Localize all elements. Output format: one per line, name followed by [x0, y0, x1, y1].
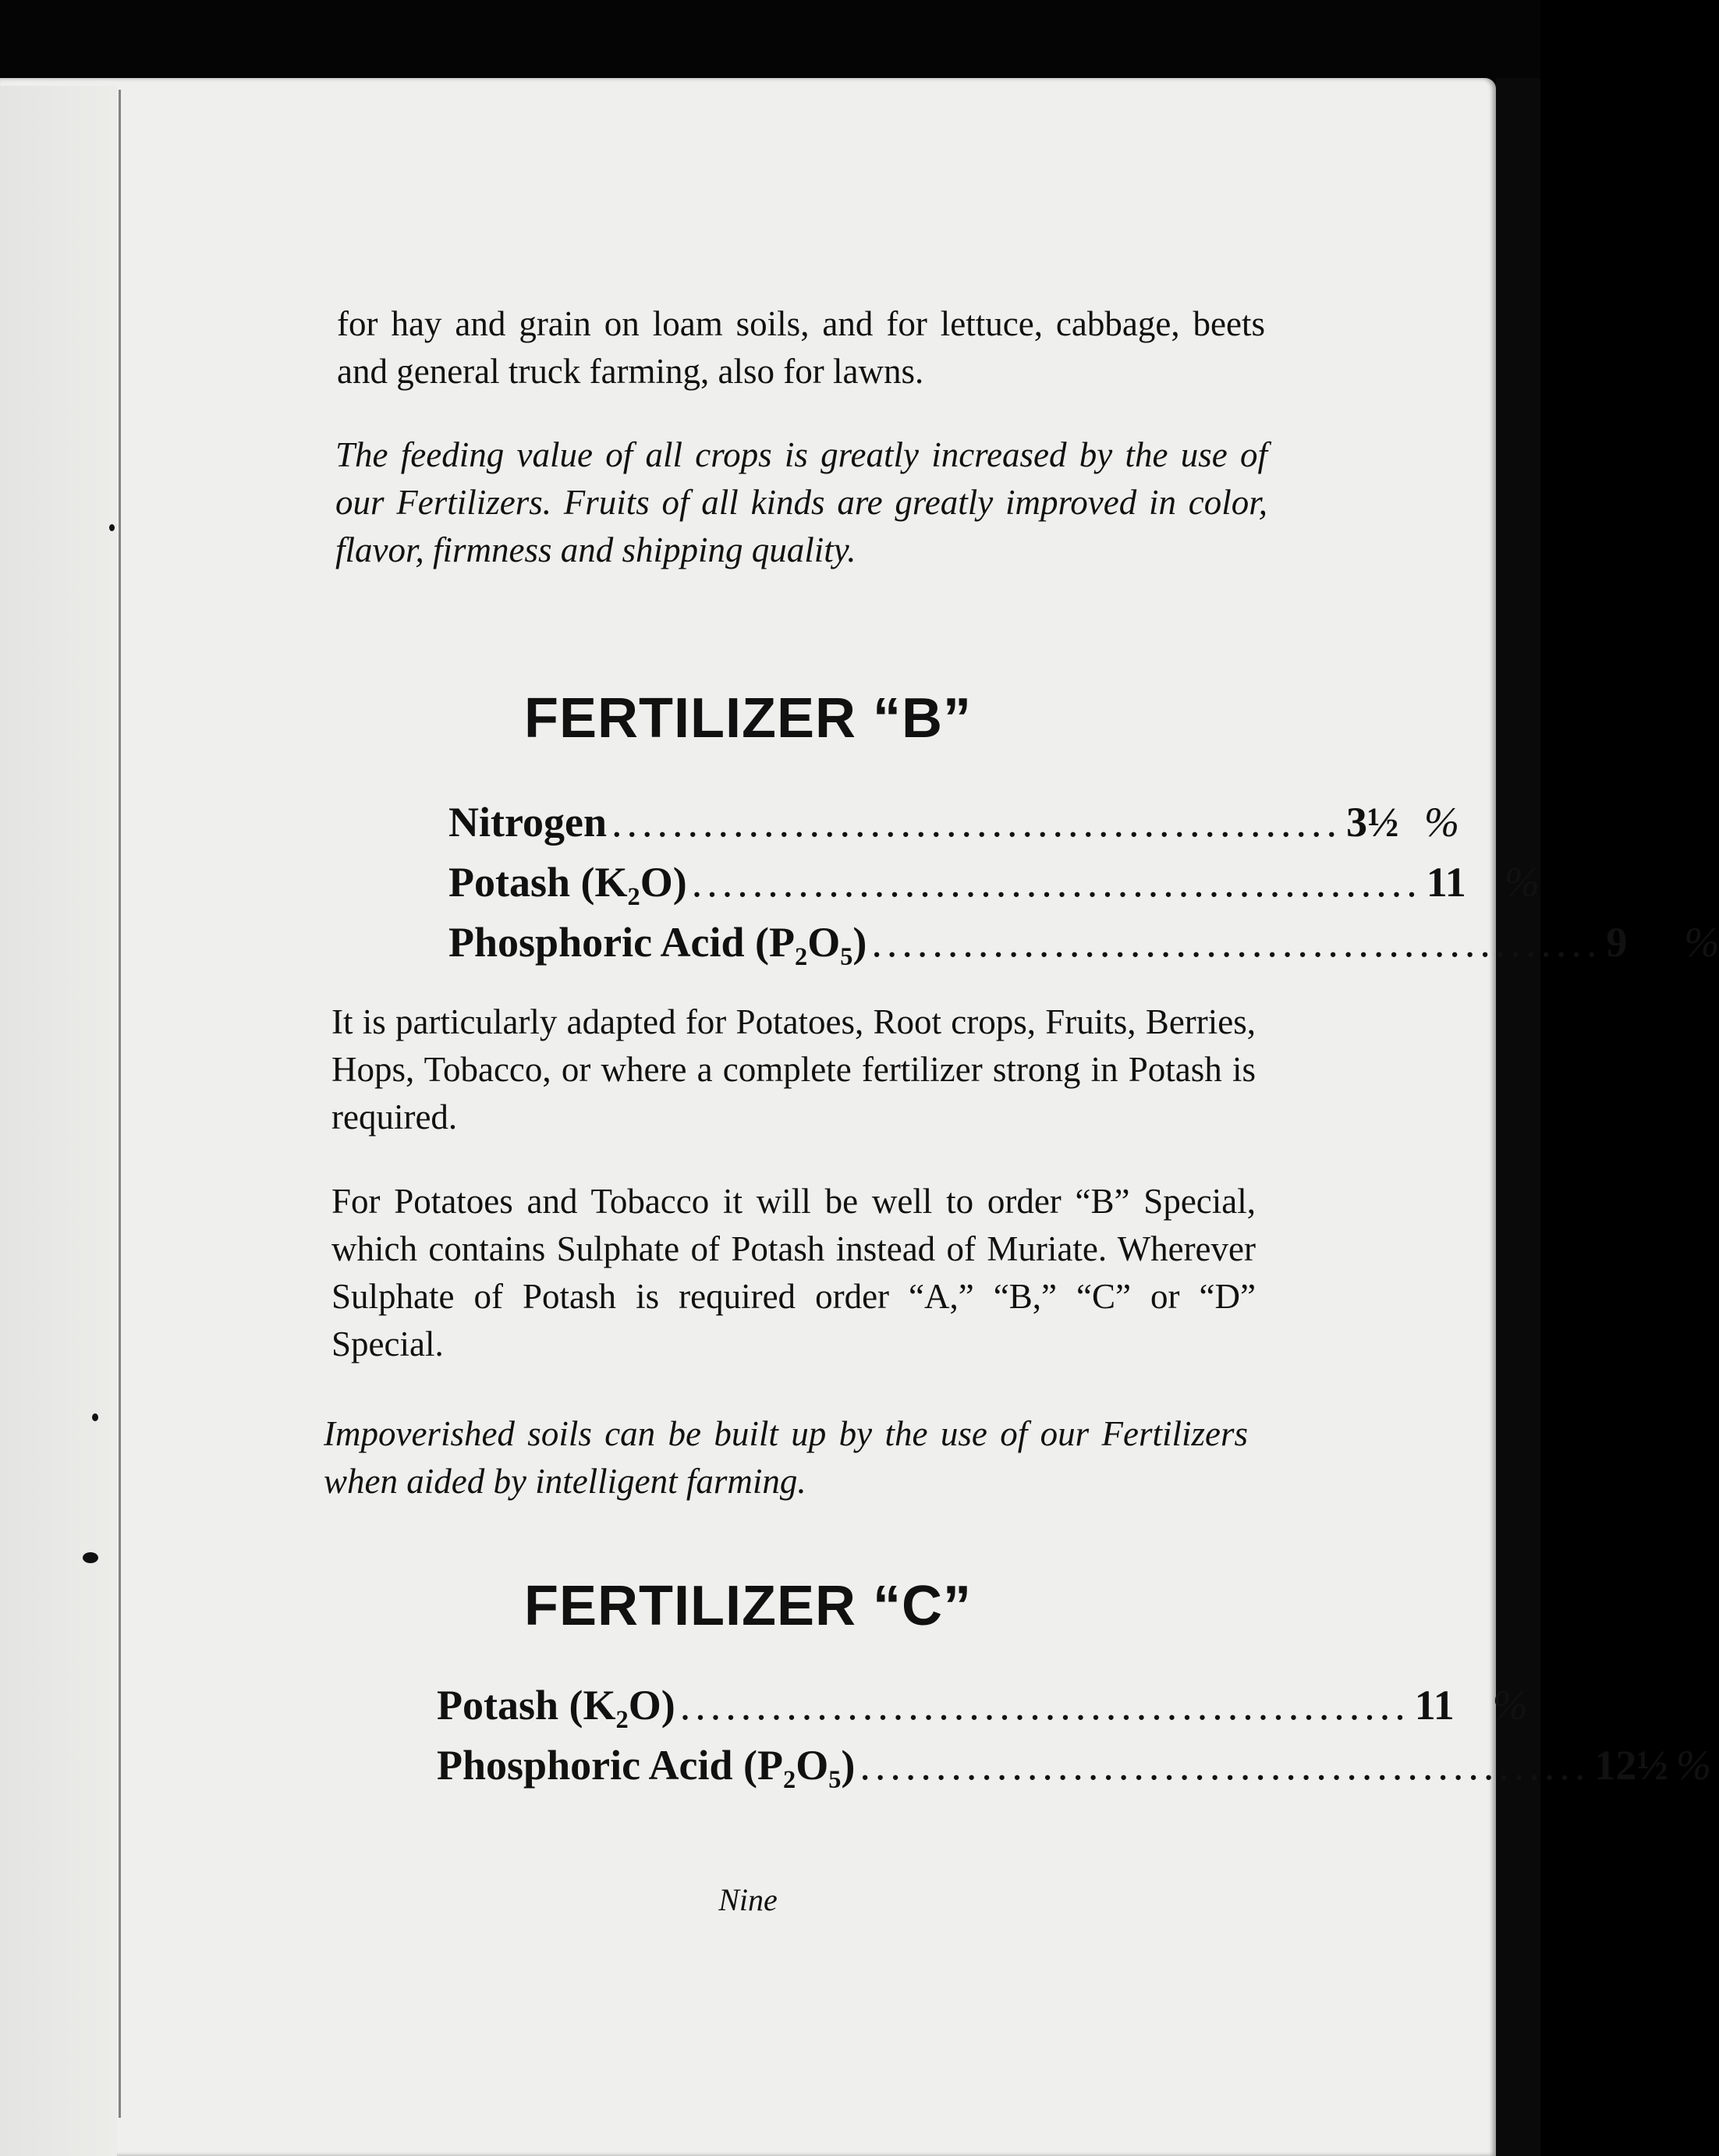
scan-right-border [1496, 78, 1540, 2156]
scan-speck [92, 1413, 98, 1421]
scan-speck [109, 524, 115, 531]
percent-sign: % [1504, 859, 1540, 906]
page-fold-line [119, 90, 121, 2118]
nutrient-name: Nitrogen [448, 799, 607, 846]
nutrient-name: Phosphoric Acid (P₂O₅) [437, 1742, 856, 1789]
fertilizer-c-heading: FERTILIZER “C” [524, 1575, 972, 1637]
percent-sign: % [1492, 1682, 1528, 1729]
top-paragraph: for hay and grain on loam soils, and for lettuce, cabbage, beets and general truck farming, also for lawns. [337, 304, 1265, 391]
fertilizer-b-heading: FERTILIZER “B” [524, 687, 972, 750]
analysis-row-potash [437, 1676, 1528, 1736]
italic-paragraph-feeding-value: The feeding value of all crops is greatly increased by the use of our Fertilizers. Fruits of all kinds are greatly improved in color, flavor, firmness and shipping quality. [335, 435, 1267, 569]
leader-dots: ................................................ [860, 1742, 1590, 1789]
analysis-row-potash [448, 853, 1540, 913]
nutrient-value: 12½ [1594, 1742, 1668, 1789]
nutrient-name: Potash (K₂O) [437, 1682, 675, 1729]
fertilizer-c-analysis [437, 1676, 1711, 1796]
analysis-row-phosphoric-acid [437, 1736, 1711, 1796]
nutrient-name: Potash (K₂O) [448, 859, 687, 906]
analysis-row-phosphoric-acid [448, 913, 1719, 973]
nutrient-value: 11 [1414, 1682, 1455, 1729]
page-gutter [0, 86, 117, 2156]
analysis-row-nitrogen [448, 793, 1459, 853]
leader-dots: ................................................ [871, 919, 1602, 966]
nutrient-name: Phosphoric Acid (P₂O₅) [448, 919, 867, 966]
page-number: Nine [718, 1882, 778, 1917]
leader-dots: ................................................ [611, 799, 1342, 846]
scan-speck [83, 1552, 98, 1563]
nutrient-value: 9 [1606, 919, 1628, 966]
fertilizer-b-special-note: For Potatoes and Tobacco it will be well to order “B” Special, which contains Sulphate of Potash instead of Muriate. Wherever Sulphate of Potash is required order “A,” “B,” “C” or “D” Special. [331, 1182, 1256, 1363]
percent-sign: % [1675, 1742, 1711, 1789]
fertilizer-b-description: It is particularly adapted for Potatoes, Root crops, Fruits, Berries, Hops, Tobacco, or where a complete fertilizer strong in Potash is required. [331, 1002, 1256, 1137]
leader-dots: ................................................ [691, 859, 1422, 906]
scan-top-border [0, 0, 1540, 86]
percent-sign: % [1424, 799, 1459, 846]
nutrient-value: 11 [1426, 859, 1466, 906]
fertilizer-b-analysis [448, 793, 1719, 973]
leader-dots: ................................................ [679, 1682, 1410, 1729]
nutrient-value: 3½ [1345, 799, 1399, 846]
italic-paragraph-impoverished-soils: Impoverished soils can be built up by the use of our Fertilizers when aided by intelligent farming. [324, 1414, 1248, 1501]
percent-sign: % [1684, 919, 1719, 966]
